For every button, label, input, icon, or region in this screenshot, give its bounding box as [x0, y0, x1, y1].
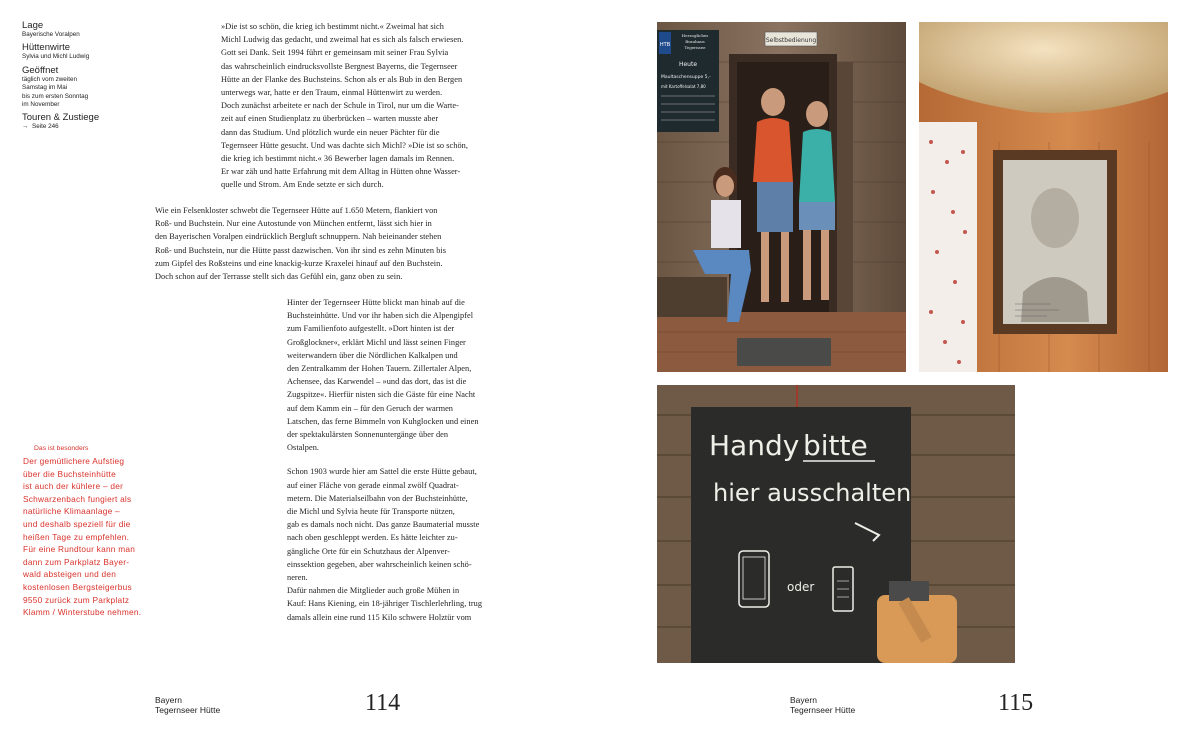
- location-heading: Lage: [22, 20, 44, 31]
- article-line: Latschen, das ferne Bimmeln von Kuhglocken und einen: [287, 416, 479, 426]
- page-number-left: 114: [365, 690, 401, 716]
- special-tip-line: kostenlosen Bergsteigerbus: [23, 581, 132, 592]
- article-line: den Bayerischen Voralpen eindrücklich Bergluft schnuppern. Nah beieinander stehen: [155, 232, 442, 242]
- opening-line: im November: [22, 101, 60, 109]
- article-intro: [221, 20, 536, 192]
- article-line: Zugspitze«. Hierfür nisten sich die Gäste für eine Nacht: [287, 390, 476, 400]
- special-tip-line: dann zum Parkplatz Bayer-: [23, 556, 130, 567]
- special-tip-line: Für eine Rundtour kann man: [23, 544, 136, 555]
- article-line: Buchsteinhütte. Und vor ihr haben sich die Alpengipfel: [287, 311, 474, 321]
- article-line: Kauf: Hans Kiening, ein 18-jähriger Tischlerlehrling, trug: [287, 599, 483, 609]
- location-info: [22, 20, 162, 39]
- special-tip-line: wald absteigen und den: [23, 569, 117, 580]
- article-line: Er war zäh und hatte Erfahrung mit dem Alltag in Hütten ohne Wasser-: [221, 167, 461, 177]
- article-line: Michl Ludwig das gedacht, und zweimal hat es sich als falsch erwiesen.: [221, 35, 464, 45]
- menu-board-item: Maultaschensuppe 5,-: [661, 75, 711, 80]
- article-line: damals allein eine rund 115 Kilo schwere Holztür vom: [287, 612, 472, 622]
- special-tip-line: Der gemütlichere Aufstieg: [23, 456, 125, 466]
- footer-left-label: [155, 695, 220, 715]
- special-tip-line: ist auch der kühlere – der: [23, 481, 124, 492]
- menu-board-title: Heute: [678, 61, 698, 68]
- footer-hut-name: Tegernseer Hütte: [155, 705, 221, 715]
- article-line: die Michl und Sylvia heute für Transporte nützen,: [287, 507, 455, 517]
- article-line: Hütte an der Flanke des Buchsteins. Schon als er als Bub in den Bergen: [221, 74, 463, 84]
- portrait-photo: [919, 22, 1168, 372]
- special-tip-line: und deshalb speziell für die: [23, 518, 131, 529]
- location-text: Bayerische Voralpen: [22, 31, 80, 38]
- hosts-info: [22, 42, 162, 61]
- article-line: »Die ist so schön, die krieg ich bestimmt nicht.« Zweimal hat sich: [221, 22, 444, 31]
- article-line: weiterwandern über die Nördlichen Kalkalpen und: [287, 350, 458, 360]
- article-lead: [155, 204, 540, 283]
- article-line: unterwegs war, hatte er den Traum, einmal Hüttenwirt zu werden.: [221, 88, 443, 98]
- article-line: Achensee, das Karwendel – »und das dort, das ist die: [287, 377, 467, 387]
- tours-heading: Touren & Zustiege: [22, 112, 100, 124]
- brewery-logo: HTB: [659, 42, 671, 48]
- article-line: das wahrscheinlich eindrucksvollste Bergnest Bayerns, die Tegernseer: [221, 61, 458, 71]
- selbstbedienung-sign: Selbstbedienung: [765, 37, 817, 44]
- article-line: Roß- und Buchstein, nur die Hütte passt dazwischen. Von ihr sind es zehn Minuten bis: [155, 245, 447, 255]
- article-line: nach oben geschleppt werden. Es hätte leichter zu-: [287, 533, 458, 543]
- article-line: zeit auf einen Studienplatz zu überbrücken – warten musste aber: [221, 114, 439, 124]
- ausschalten-text: hier ausschalten: [713, 479, 912, 507]
- article-line: die krieg ich bestimmt nicht.« 36 Bewerber lagen damals im Rennen.: [221, 154, 455, 164]
- article-line: auf dem Kamm ein – für den Geruch der warmen: [287, 403, 453, 413]
- footer-hut-name: Tegernseer Hütte: [790, 705, 856, 715]
- special-tip-heading: Das ist besonders: [34, 445, 89, 452]
- tours-page-text: Seite 246: [32, 123, 59, 131]
- brewery-name: Herzogliches: [681, 33, 709, 38]
- footer-region: Bayern: [155, 695, 182, 705]
- article-line: Hinter der Tegernseer Hütte blickt man hinab auf die: [287, 298, 465, 307]
- opening-info: [22, 65, 162, 110]
- article-line: dann das Studium. Und plötzlich wurde ein neuer Pächter für die: [221, 127, 440, 137]
- bitte-text: bitte: [803, 429, 868, 462]
- article-line: quelle und Strom. Am Ende setzte er sich durch.: [221, 180, 384, 190]
- hosts-text: Sylvia und Michl Ludwig: [22, 53, 90, 61]
- article-line: der spektakulärsten Sonnenuntergänge über den: [287, 430, 449, 440]
- opening-heading: Geöffnet: [22, 64, 59, 76]
- brewery-name: Brauhaus: [685, 39, 705, 44]
- opening-line: Samstag im Mai: [22, 84, 68, 92]
- page-number-right: 115: [998, 690, 1034, 716]
- article-line: Tegernseer Hütte gesucht. Und was dachte sich Michl? »Die ist so schön,: [221, 140, 468, 150]
- article-line: zum Gipfel des Roßsteins und eine knackig-kurze Kraxelei hinauf auf den Buchstein.: [155, 258, 443, 268]
- oder-text: oder: [787, 580, 815, 594]
- article-line: Schon 1903 wurde hier am Sattel die erste Hütte gebaut,: [287, 467, 477, 477]
- article-line: Doch schon auf der Terrasse stellt sich das Gefühl ein, ganz oben zu sein.: [155, 272, 403, 282]
- opening-line: bis zum ersten Sonntag: [22, 92, 89, 100]
- article-line: Dafür nahmen die Mitglieder auch große Mühen in: [287, 586, 460, 596]
- special-tip-line: über die Buchsteinhütte: [23, 468, 116, 479]
- special-tip-line: heißen Tage zu empfehlen.: [23, 531, 130, 542]
- article-body: [287, 296, 537, 624]
- article-line: den Zentralkamm der Hohen Tauern. Zillertaler Alpen,: [287, 364, 472, 374]
- chalkboard-photo-image: [657, 385, 1015, 663]
- special-tip-line: Klamm / Winterstube nehmen.: [23, 607, 142, 618]
- opening-line: täglich vom zweiten: [22, 75, 77, 83]
- hosts-heading: Hüttenwirte: [22, 42, 71, 54]
- handy-text: Handy: [709, 429, 800, 462]
- arrow-right-icon: →: [22, 123, 29, 131]
- article-line: Doch zunächst arbeitete er nach der Schule in Tirol, nur um die Warte-: [221, 101, 459, 111]
- article-line: Roß- und Buchstein. Nur eine Autostunde von München entfernt, lässt sich hier in: [155, 219, 432, 229]
- special-tip-line: natürliche Klimaanlage –: [23, 506, 120, 517]
- article-line: Gott sei Dank. Seit 1994 führt er gemeinsam mit seiner Frau Sylvia: [221, 48, 449, 58]
- portrait-photo-image: [919, 22, 1168, 372]
- family-photo-image: [657, 22, 906, 372]
- special-tip-box: [23, 444, 163, 619]
- tours-page-link[interactable]: [22, 123, 162, 131]
- family-photo: [657, 22, 906, 372]
- info-sidebar: [22, 20, 162, 135]
- article-line: einssektion gegeben, aber wahrscheinlich keinen schö-: [287, 559, 472, 569]
- menu-board-item: mit Kartoffelsalat 7,80: [661, 84, 706, 89]
- footer-right-label: [790, 695, 855, 715]
- article-line: zum Familienfoto aufgestellt. »Dort hinten ist der: [287, 324, 455, 334]
- article-line: Großglockner«, erklärt Michl und lässt seinen Finger: [287, 337, 466, 347]
- article-line: neren.: [287, 573, 308, 583]
- article-line: Wie ein Felsenkloster schwebt die Tegernseer Hütte auf 1.650 Metern, flankiert von: [155, 206, 438, 215]
- tours-info: [22, 112, 162, 131]
- special-tip-text: [23, 455, 163, 619]
- article-line: gab es damals noch nicht. Das ganze Baumaterial musste: [287, 520, 480, 530]
- special-tip-line: 9550 zurück zum Parkplatz: [23, 594, 130, 605]
- brewery-name: Tegernsee: [684, 45, 706, 50]
- article-line: auf einer Fläche von gerade einmal zwölf Quadrat-: [287, 480, 459, 490]
- special-tip-line: Schwarzenbach fungiert als: [23, 493, 132, 504]
- footer-region: Bayern: [790, 695, 817, 705]
- article-line: Ostalpen.: [287, 443, 320, 453]
- article-line: metern. Die Materialseilbahn von der Buchsteinhütte,: [287, 493, 468, 503]
- article-line: gängliche Orte für ein Schutzhaus der Alpenver-: [287, 546, 450, 556]
- chalkboard-photo: [657, 385, 1015, 663]
